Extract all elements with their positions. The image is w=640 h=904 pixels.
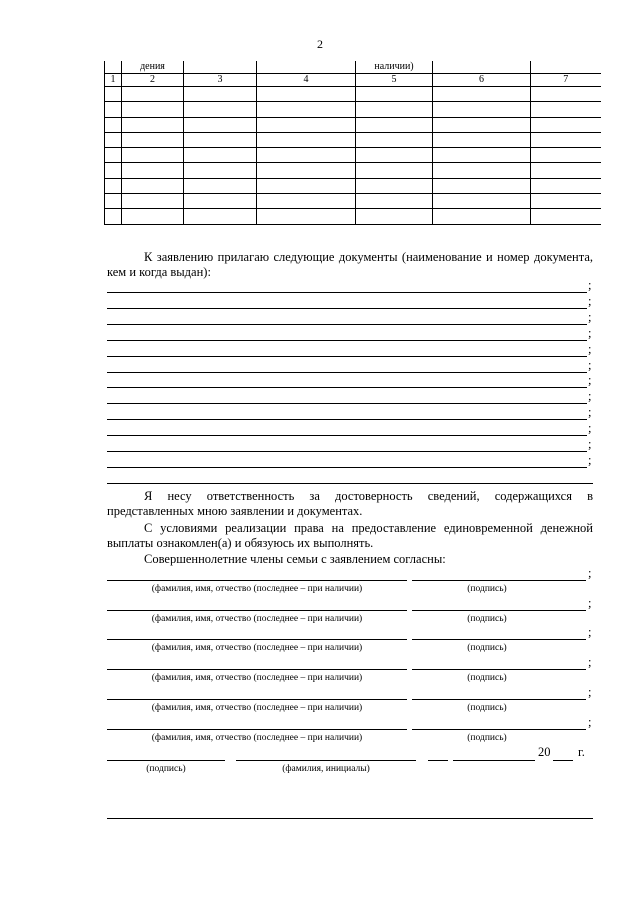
- attachment-line[interactable]: [107, 292, 587, 293]
- family-member-signature-caption: (подпись): [467, 732, 507, 743]
- table-cell: [257, 102, 356, 117]
- family-member-signature-caption: (подпись): [467, 643, 507, 654]
- line-semicolon: ;: [588, 714, 592, 729]
- attachment-line[interactable]: [107, 435, 587, 436]
- table-cell: [122, 194, 184, 209]
- table-cell: [433, 178, 531, 193]
- table-cell: [105, 148, 122, 163]
- table-cell: [122, 117, 184, 132]
- table-cell: [105, 87, 122, 102]
- table-cell: [531, 209, 601, 224]
- line-semicolon: ;: [588, 421, 592, 436]
- table-cell: [105, 61, 122, 74]
- bottom-separator: [107, 818, 593, 819]
- family-member-signature-line[interactable]: [412, 580, 586, 581]
- table-row: [105, 178, 601, 193]
- table-cell: [356, 163, 433, 178]
- family-member-signature-caption: (подпись): [467, 702, 507, 713]
- page-number: 2: [317, 37, 323, 51]
- table-cell: [105, 178, 122, 193]
- table-cell: [531, 87, 601, 102]
- table-cell: 3: [184, 74, 257, 87]
- line-semicolon: ;: [588, 655, 592, 670]
- table-cell: [433, 87, 531, 102]
- table-cell: [122, 178, 184, 193]
- table-cell: [257, 117, 356, 132]
- table-cell: [257, 209, 356, 224]
- table-cell: [531, 148, 601, 163]
- attachment-line[interactable]: [107, 419, 587, 420]
- conditions-statement: С условиями реализации права на предоставление единовременной денежной выплаты ознакомлен(а) и обязуюсь их выполнять.: [107, 521, 593, 550]
- family-member-signature-line[interactable]: [412, 639, 586, 640]
- line-semicolon: ;: [588, 625, 592, 640]
- applicant-name-line[interactable]: [236, 760, 416, 761]
- line-semicolon: ;: [588, 452, 592, 467]
- table-cell: [105, 194, 122, 209]
- line-semicolon: ;: [588, 341, 592, 356]
- table-cell: [257, 178, 356, 193]
- attachment-line[interactable]: [107, 356, 587, 357]
- table-cell: [433, 194, 531, 209]
- attachment-line[interactable]: [107, 403, 587, 404]
- table-cell: [257, 61, 356, 74]
- family-member-name-caption: (фамилия, имя, отчество (последнее – при наличии): [151, 673, 363, 684]
- line-semicolon: ;: [588, 278, 592, 292]
- family-member-signature-line[interactable]: [412, 610, 586, 611]
- family-member-name-line[interactable]: [107, 669, 407, 670]
- table-cell: [184, 194, 257, 209]
- date-day-line[interactable]: [428, 760, 448, 761]
- family-member-name-line[interactable]: [107, 729, 407, 730]
- table-cell: [184, 102, 257, 117]
- table-cell: [356, 87, 433, 102]
- table-row: [105, 102, 601, 117]
- attachment-line[interactable]: [107, 340, 587, 341]
- line-semicolon: ;: [588, 325, 592, 340]
- table-cell: [531, 117, 601, 132]
- family-member-name-line[interactable]: [107, 639, 407, 640]
- table-cell: 5: [356, 74, 433, 87]
- line-semicolon: ;: [588, 566, 592, 580]
- table-cell: [105, 102, 122, 117]
- family-member-signature-caption: (подпись): [467, 673, 507, 684]
- applicant-signature-line[interactable]: [107, 760, 225, 761]
- family-member-name-caption: (фамилия, имя, отчество (последнее – при наличии): [151, 584, 363, 594]
- family-consent-heading: Совершеннолетние члены семьи с заявлением согласны:: [144, 552, 446, 566]
- table-cell: [531, 194, 601, 209]
- family-member-signature-line[interactable]: [412, 669, 586, 670]
- table-number-row: [105, 74, 601, 87]
- table-row: [105, 117, 601, 132]
- line-semicolon: ;: [588, 389, 592, 404]
- line-semicolon: ;: [588, 595, 592, 610]
- responsibility-statement: Я несу ответственность за достоверность сведений, содержащихся в представленных мною заявлении и документах.: [107, 489, 593, 518]
- table-cell: [184, 163, 257, 178]
- table-cell: [356, 148, 433, 163]
- table-cell: [531, 102, 601, 117]
- table-cell: [531, 163, 601, 178]
- table-cell: 7: [531, 74, 601, 87]
- table-cell: [184, 132, 257, 147]
- year-suffix: г.: [578, 745, 585, 759]
- table-cell: [122, 148, 184, 163]
- table-cell: [433, 117, 531, 132]
- table-row: [105, 194, 601, 209]
- table-row: [105, 148, 601, 163]
- table-cell: [356, 209, 433, 224]
- line-semicolon: ;: [588, 293, 592, 308]
- family-member-signature-line[interactable]: [412, 729, 586, 730]
- table-cell: [531, 178, 601, 193]
- table-cell: [257, 87, 356, 102]
- attachment-line[interactable]: [107, 467, 587, 468]
- table-cell: [433, 102, 531, 117]
- table-cell: [257, 194, 356, 209]
- table-cell: [531, 132, 601, 147]
- attachment-line[interactable]: [107, 324, 587, 325]
- table-cell: [122, 132, 184, 147]
- table-cell: дения: [122, 61, 184, 74]
- table-cell: [122, 102, 184, 117]
- data-table: [104, 61, 601, 225]
- attachment-line[interactable]: [107, 451, 587, 452]
- table-cell: [122, 209, 184, 224]
- family-member-signature-caption: (подпись): [467, 613, 507, 624]
- table-cell: наличии): [356, 61, 433, 74]
- table-cell: 1: [105, 74, 122, 87]
- table-cell: [105, 163, 122, 178]
- table-cell: 2: [122, 74, 184, 87]
- table-cell: [122, 87, 184, 102]
- line-semicolon: ;: [588, 437, 592, 451]
- date-month-line[interactable]: [453, 760, 535, 761]
- year-line[interactable]: [553, 760, 573, 761]
- table-row: [105, 132, 601, 147]
- table-cell: [433, 61, 531, 74]
- line-semicolon: ;: [588, 405, 592, 420]
- table-cell: [356, 132, 433, 147]
- table-cell: [356, 194, 433, 209]
- attachment-line[interactable]: [107, 387, 587, 388]
- family-member-name-caption: (фамилия, имя, отчество (последнее – при наличии): [151, 643, 363, 654]
- table-cell: [257, 148, 356, 163]
- table-cell: [184, 117, 257, 132]
- table-cell: [433, 132, 531, 147]
- applicant-name-caption: (фамилия, инициалы): [282, 764, 370, 774]
- table-cell: [184, 148, 257, 163]
- applicant-signature-caption: (подпись): [146, 764, 186, 774]
- table-cell: 4: [257, 74, 356, 87]
- family-member-name-caption: (фамилия, имя, отчество (последнее – при наличии): [151, 702, 363, 713]
- table-cell: [356, 117, 433, 132]
- table-cell: [105, 132, 122, 147]
- table-cell: [184, 61, 257, 74]
- year-prefix: 20: [538, 745, 551, 759]
- table-cell: 6: [433, 74, 531, 87]
- table-cell: [433, 163, 531, 178]
- table-row: [105, 163, 601, 178]
- table-cell: [356, 102, 433, 117]
- attachment-line[interactable]: [107, 308, 587, 309]
- table-row: [105, 87, 601, 102]
- table-cell: [184, 87, 257, 102]
- table-cell: [122, 163, 184, 178]
- table-cell: [433, 209, 531, 224]
- table-cell: [356, 178, 433, 193]
- attachment-line[interactable]: [107, 372, 587, 373]
- table-cell: [257, 163, 356, 178]
- table-cell: [105, 117, 122, 132]
- line-semicolon: ;: [588, 684, 592, 699]
- family-member-name-line[interactable]: [107, 610, 407, 611]
- attachment-line[interactable]: [107, 483, 593, 484]
- family-member-name-line[interactable]: [107, 699, 407, 700]
- family-member-name-line[interactable]: [107, 580, 407, 581]
- family-member-name-caption: (фамилия, имя, отчество (последнее – при наличии): [151, 732, 363, 743]
- table-cell: [257, 132, 356, 147]
- attachments-intro: К заявлению прилагаю следующие документы (наименование и номер документа, кем и когда выдан):: [107, 250, 593, 279]
- table-cell: [433, 148, 531, 163]
- line-semicolon: ;: [588, 373, 592, 388]
- table-cell: [184, 178, 257, 193]
- table-row: [105, 209, 601, 224]
- line-semicolon: ;: [588, 357, 592, 372]
- line-semicolon: ;: [588, 309, 592, 324]
- table-header-row: [105, 61, 601, 74]
- table-cell: [531, 61, 601, 74]
- table-cell: [105, 209, 122, 224]
- family-member-name-caption: (фамилия, имя, отчество (последнее – при наличии): [151, 613, 363, 624]
- table-cell: [184, 209, 257, 224]
- family-member-signature-line[interactable]: [412, 699, 586, 700]
- family-member-signature-caption: (подпись): [467, 584, 507, 594]
